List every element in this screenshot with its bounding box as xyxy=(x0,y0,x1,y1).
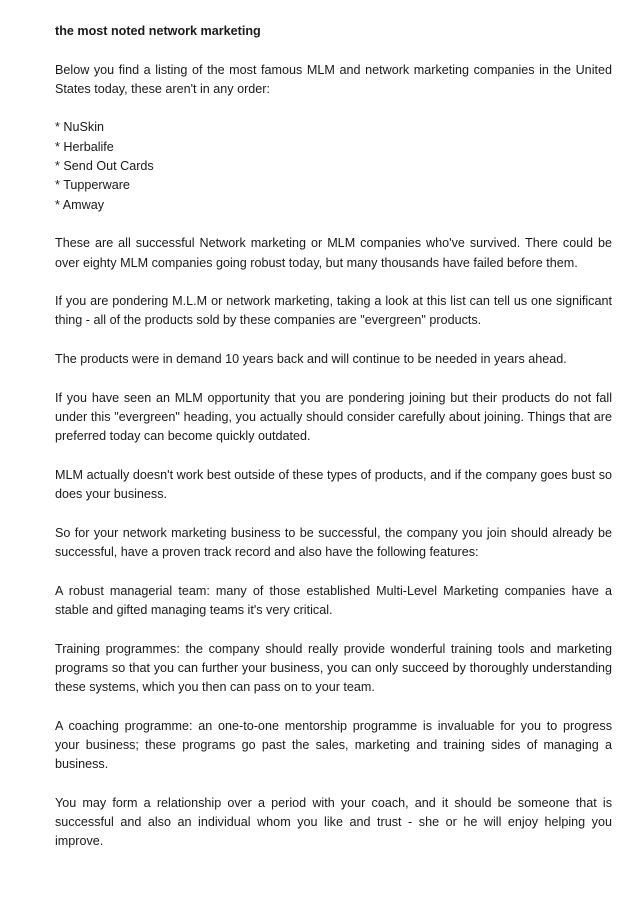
list-item: * Amway xyxy=(55,196,612,215)
document-title: the most noted network marketing xyxy=(55,24,261,38)
body-paragraph: If you are pondering M.L.M or network marketing, taking a look at this list can tell us one significant thing - all of the products sold by these companies are "evergreen" products. xyxy=(55,294,612,328)
document-page xyxy=(55,22,612,871)
list-item: * Send Out Cards xyxy=(55,157,612,176)
body-paragraph: The products were in demand 10 years back and will continue to be needed in years ahead. xyxy=(55,352,567,367)
list-item: * NuSkin xyxy=(55,118,612,137)
company-list xyxy=(55,118,612,214)
body-paragraph: So for your network marketing business to be successful, the company you join should already be successful, have a proven track record and also have the following features: xyxy=(55,525,612,560)
body-paragraph: If you have seen an MLM opportunity that you are pondering joining but their products do not fall under this "evergreen" heading, you actually should consider carefully about joining. Things that are preferred today can become quickly outdated. xyxy=(55,390,612,444)
body-paragraph: A coaching programme: an one-to-one mentorship programme is invaluable for you to progress your business; these programs go past the sales, marketing and training sides of managing a business. xyxy=(55,718,612,772)
list-item: * Tupperware xyxy=(55,176,612,195)
body-paragraph: Training programmes: the company should really provide wonderful training tools and marketing programs so that you can further your business, you can only succeed by thoroughly understanding these systems, which you then can pass on to your team. xyxy=(55,641,612,695)
body-paragraph: MLM actually doesn't work best outside of these types of products, and if the company goes bust so does your business. xyxy=(55,467,612,502)
body-paragraph: A robust managerial team: many of those established Multi-Level Marketing companies have a stable and gifted managing teams it's very critical. xyxy=(55,583,612,617)
body-paragraph: These are all successful Network marketing or MLM companies who've survived. There could be over eighty MLM companies going robust today, but many thousands have failed before them. xyxy=(55,236,612,270)
intro-paragraph: Below you find a listing of the most famous MLM and network marketing companies in the United States today, these aren't in any order: xyxy=(55,62,612,96)
body-paragraph: You may form a relationship over a period with your coach, and it should be someone that is successful and also an individual whom you like and trust - she or he will enjoy helping you improve. xyxy=(55,795,612,849)
list-item: * Herbalife xyxy=(55,138,612,157)
